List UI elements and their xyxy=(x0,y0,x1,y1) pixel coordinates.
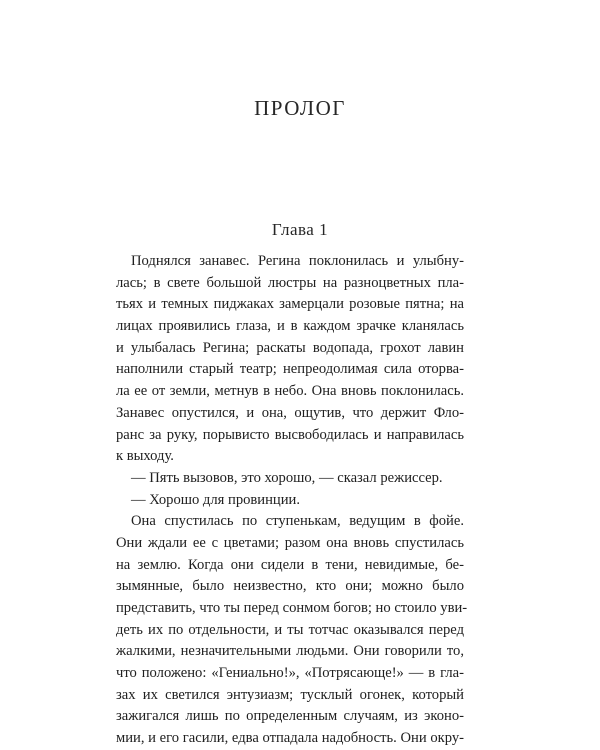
text-line: зымянные, было неизвестно, кто они; можно было xyxy=(116,578,464,595)
text-line: Занавес опустился, и она, ощутив, что держит Фло- xyxy=(116,404,464,421)
text-line: ла ее от земли, метнув в небо. Она вновь поклонилась. xyxy=(116,383,464,400)
text-line: представить, что ты перед сонмом богов; но стоило уви- xyxy=(116,600,468,616)
text-line: Она спустилась по ступенькам, ведущим в фойе. xyxy=(131,513,464,530)
chapter-title: Глава 1 xyxy=(271,220,329,239)
text-line: наполнили старый театр; непреодолимая сила оторва- xyxy=(116,361,464,378)
text-line: Они ждали ее с цветами; разом она вновь спустилась xyxy=(116,534,464,551)
text-line: зах их светился энтузиазм; тусклый огонек, который xyxy=(116,686,464,703)
text-line: и улыбалась Регина; раскаты водопада, грохот лавин xyxy=(116,339,464,356)
text-line: лась; в свете большой люстры на разноцветных пла- xyxy=(116,274,464,291)
text-line: зажигался лишь по определенным случаям, из эконо- xyxy=(116,708,464,725)
chapter-body-text xyxy=(116,251,468,750)
text-line: к выходу. xyxy=(116,448,174,465)
text-line: ранс за руку, порывисто высвободилась и направилась xyxy=(116,426,464,443)
text-line: лицах проявились глаза, и в каждом зрачке кланялась xyxy=(116,318,464,335)
text-line: деть их по отдельности, и ты тотчас оказывался перед xyxy=(116,621,464,638)
text-line: тьях и темных пиджаках замерцали розовые пятна; на xyxy=(116,296,464,313)
text-line: на землю. Когда они сидели в тени, невидимые, бе- xyxy=(116,556,464,573)
part-title: ПРОЛОГ xyxy=(254,96,346,120)
text-line: — Пять вызовов, это хорошо, — сказал режиссер. xyxy=(131,469,443,486)
text-line: мии, и его гасили, едва отпадала надобность. Они окру- xyxy=(116,730,464,747)
text-line: — Хорошо для провинции. xyxy=(131,491,300,508)
text-line: что положено: «Гениально!», «Потрясающе!» — в гла- xyxy=(116,665,464,682)
text-line: жалкими, незначительными людьми. Они говорили то, xyxy=(116,643,464,660)
text-line: Поднялся занавес. Регина поклонилась и улыбну- xyxy=(131,253,464,269)
